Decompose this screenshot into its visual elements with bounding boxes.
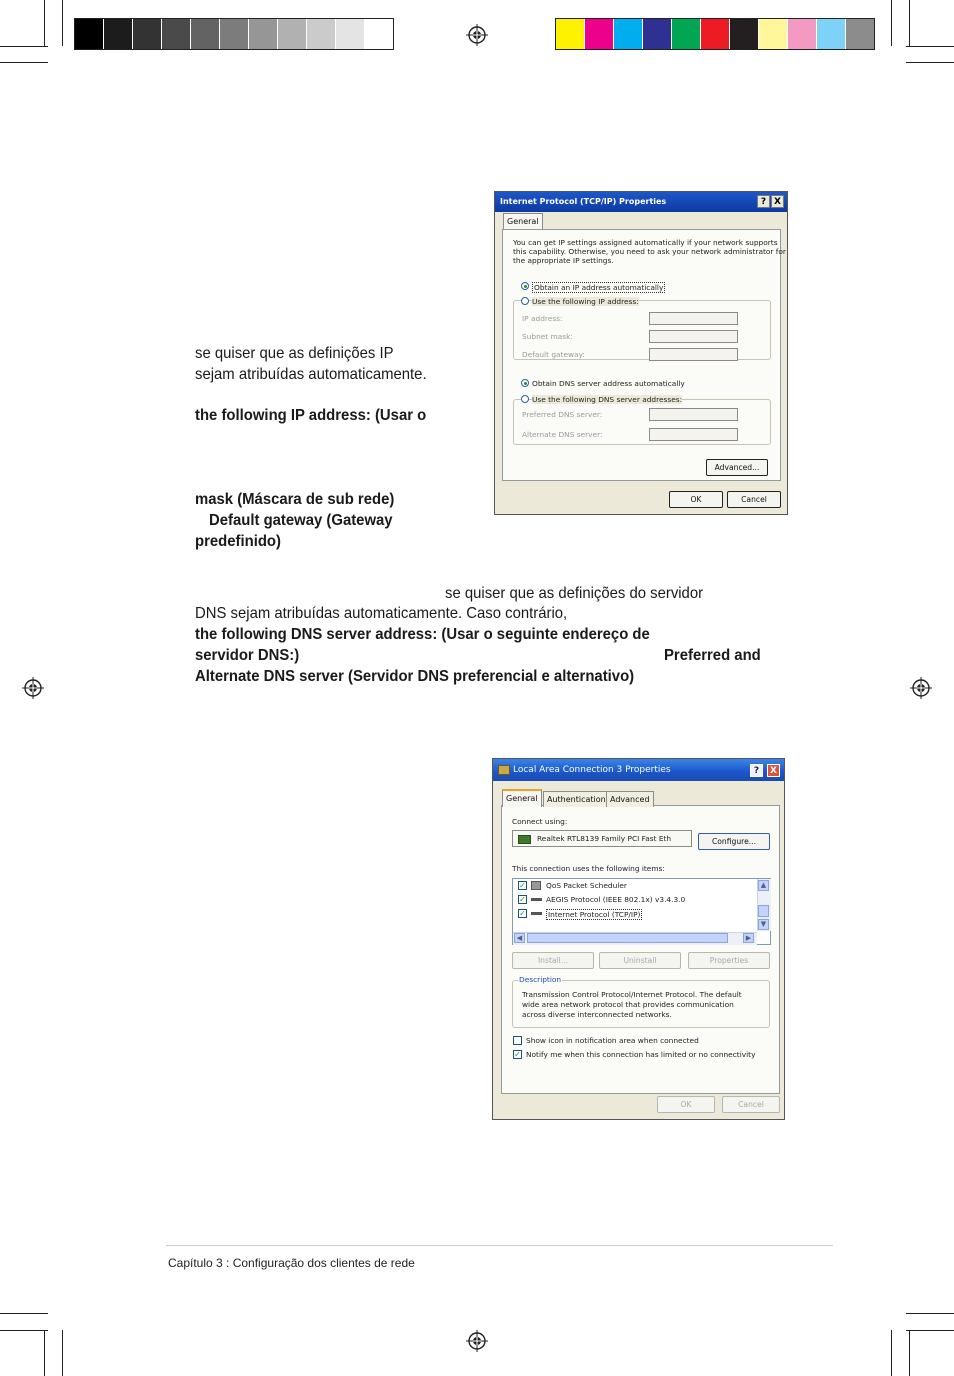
dialog-title: Internet Protocol (TCP/IP) Properties <box>500 197 667 206</box>
color-swatch <box>278 19 307 49</box>
item-checkbox[interactable]: ✓ <box>519 909 526 918</box>
cancel-button[interactable]: Cancel <box>727 491 781 508</box>
close-button[interactable]: X <box>767 764 780 777</box>
scroll-down-icon[interactable]: ▼ <box>758 919 769 930</box>
color-swatch <box>104 19 133 49</box>
body-text-line: Preferred and <box>664 647 761 664</box>
preferred-dns-label: Preferred DNS server: <box>522 410 603 419</box>
list-item[interactable]: AEGIS Protocol (IEEE 802.1x) v3.4.3.0 <box>546 895 686 904</box>
body-text-line: se quiser que as definições do servidor <box>445 585 704 602</box>
show-icon-checkbox[interactable] <box>513 1036 522 1045</box>
ok-button[interactable]: OK <box>669 491 723 508</box>
color-swatch <box>701 19 730 49</box>
advanced-button[interactable]: Advanced... <box>706 459 768 476</box>
crop-mark <box>44 1330 45 1376</box>
crop-mark <box>909 0 910 46</box>
scroll-right-icon[interactable]: ▶ <box>743 933 754 943</box>
use-dns-label: Use the following DNS server addresses: <box>532 395 683 404</box>
configure-button[interactable]: Configure... <box>698 833 770 850</box>
preferred-dns-field[interactable] <box>649 408 738 421</box>
crop-mark <box>62 1330 63 1376</box>
notify-label: Notify me when this connection has limited or no connectivity <box>526 1050 756 1059</box>
install-button[interactable]: Install... <box>512 952 594 969</box>
show-icon-label: Show icon in notification area when connected <box>526 1036 699 1045</box>
description-text: wide area network protocol that provides communication <box>522 1000 734 1009</box>
color-swatch <box>759 19 788 49</box>
body-text-line: predefinido) <box>195 533 281 550</box>
protocol-icon <box>531 912 542 915</box>
scroll-left-icon[interactable]: ◀ <box>514 933 525 943</box>
color-swatch <box>672 19 701 49</box>
protocol-icon <box>531 898 542 901</box>
color-swatch <box>556 19 585 49</box>
body-text-line: Default gateway (Gateway <box>209 512 393 529</box>
tab-advanced[interactable]: Advanced <box>606 791 654 807</box>
obtain-ip-radio[interactable] <box>521 282 529 290</box>
ok-button[interactable]: OK <box>657 1096 715 1113</box>
color-swatch <box>249 19 278 49</box>
registration-mark-icon <box>910 677 932 699</box>
dialog-title-bar <box>493 759 784 781</box>
network-icon <box>498 765 510 775</box>
notify-checkbox[interactable]: ✓ <box>514 1050 521 1059</box>
crop-mark <box>0 1313 48 1314</box>
description-text: You can get IP settings assigned automatically if your network supports <box>513 238 778 247</box>
use-ip-label: Use the following IP address: <box>532 297 639 306</box>
description-text: across diverse interconnected networks. <box>522 1010 672 1019</box>
use-dns-radio[interactable] <box>521 395 529 403</box>
registration-mark-icon <box>22 677 44 699</box>
adapter-name: Realtek RTL8139 Family PCI Fast Eth <box>537 834 672 843</box>
footer-divider <box>166 1245 833 1246</box>
help-button[interactable]: ? <box>757 195 770 208</box>
description-text: Transmission Control Protocol/Internet Protocol. The default <box>522 990 742 999</box>
body-text-line: se quiser que as definições IP <box>195 345 394 362</box>
lan-properties-dialog <box>492 758 785 1120</box>
description-label: Description <box>519 975 562 984</box>
ip-address-field[interactable] <box>649 312 738 325</box>
crop-mark <box>906 1313 954 1314</box>
item-checkbox[interactable]: ✓ <box>519 881 526 890</box>
body-text-line: sejam atribuídas automaticamente. <box>195 366 427 383</box>
network-card-icon <box>518 835 531 844</box>
obtain-dns-label: Obtain DNS server address automatically <box>532 379 685 388</box>
body-text-line: DNS sejam atribuídas automaticamente. Caso contrário, <box>195 605 568 622</box>
crop-mark <box>0 1330 48 1331</box>
cancel-button[interactable]: Cancel <box>722 1096 780 1113</box>
crop-mark <box>906 62 954 63</box>
connect-using-label: Connect using: <box>512 817 568 826</box>
tab-general[interactable]: General <box>503 213 543 229</box>
color-swatch <box>614 19 643 49</box>
scroll-hthumb[interactable] <box>527 933 728 943</box>
color-swatch <box>730 19 759 49</box>
color-swatch <box>336 19 365 49</box>
crop-mark <box>44 0 45 46</box>
use-ip-radio[interactable] <box>521 297 529 305</box>
color-swatch <box>75 19 104 49</box>
color-swatch <box>365 19 393 49</box>
uninstall-button[interactable]: Uninstall <box>599 952 681 969</box>
alternate-dns-field[interactable] <box>649 428 738 441</box>
items-label: This connection uses the following items: <box>512 864 665 873</box>
color-swatch <box>585 19 614 49</box>
color-swatch <box>162 19 191 49</box>
registration-mark-icon <box>466 1330 488 1352</box>
subnet-mask-field[interactable] <box>649 330 738 343</box>
list-item[interactable]: QoS Packet Scheduler <box>546 881 627 890</box>
color-swatch <box>643 19 672 49</box>
crop-mark <box>891 1330 892 1376</box>
dialog-title-bar <box>495 192 787 212</box>
close-button[interactable]: X <box>771 195 784 208</box>
qos-icon <box>531 881 541 890</box>
description-text: this capability. Otherwise, you need to ask your network administrator for <box>513 247 786 256</box>
color-swatch <box>846 19 874 49</box>
ip-address-label: IP address: <box>522 314 563 323</box>
body-text-line: the following DNS server address: (Usar o seguinte endereço de <box>195 626 650 643</box>
body-text-line: the following IP address: (Usar o <box>195 407 427 424</box>
default-gateway-label: Default gateway: <box>522 350 585 359</box>
subnet-mask-label: Subnet mask: <box>522 332 573 341</box>
tab-general[interactable]: General <box>502 789 542 807</box>
crop-mark <box>0 62 48 63</box>
color-swatch <box>817 19 846 49</box>
crop-mark <box>62 0 63 46</box>
footer-text: Capítulo 3 : Configuração dos clientes de rede <box>168 1256 415 1270</box>
crop-mark <box>891 0 892 46</box>
tab-authentication[interactable]: Authentication <box>543 791 610 807</box>
scroll-thumb[interactable] <box>758 905 769 917</box>
grayscale-calibration-bar <box>74 18 394 50</box>
item-checkbox[interactable]: ✓ <box>519 895 526 904</box>
tcpip-properties-dialog <box>494 191 788 515</box>
color-swatch <box>788 19 817 49</box>
description-text: the appropriate IP settings. <box>513 256 614 265</box>
alternate-dns-label: Alternate DNS server: <box>522 430 603 439</box>
body-text-line: servidor DNS:) <box>195 647 300 664</box>
properties-button[interactable]: Properties <box>688 952 770 969</box>
crop-mark <box>0 46 48 47</box>
obtain-ip-label: Obtain an IP address automatically <box>534 283 664 292</box>
color-swatch <box>191 19 220 49</box>
registration-mark-icon <box>466 24 488 46</box>
body-text-line: Alternate DNS server (Servidor DNS preferencial e alternativo) <box>195 668 635 685</box>
color-calibration-bar <box>555 18 875 50</box>
color-swatch <box>133 19 162 49</box>
help-button[interactable]: ? <box>750 764 763 777</box>
crop-mark <box>909 1330 910 1376</box>
crop-mark <box>906 1330 954 1331</box>
color-swatch <box>307 19 336 49</box>
dialog-title: Local Area Connection 3 Properties <box>513 765 671 775</box>
scroll-up-icon[interactable]: ▲ <box>758 880 769 891</box>
crop-mark <box>906 46 954 47</box>
list-item[interactable]: Internet Protocol (TCP/IP) <box>548 910 641 919</box>
body-text-line: mask (Máscara de sub rede) <box>195 491 395 508</box>
default-gateway-field[interactable] <box>649 348 738 361</box>
color-swatch <box>220 19 249 49</box>
obtain-dns-radio[interactable] <box>521 379 529 387</box>
